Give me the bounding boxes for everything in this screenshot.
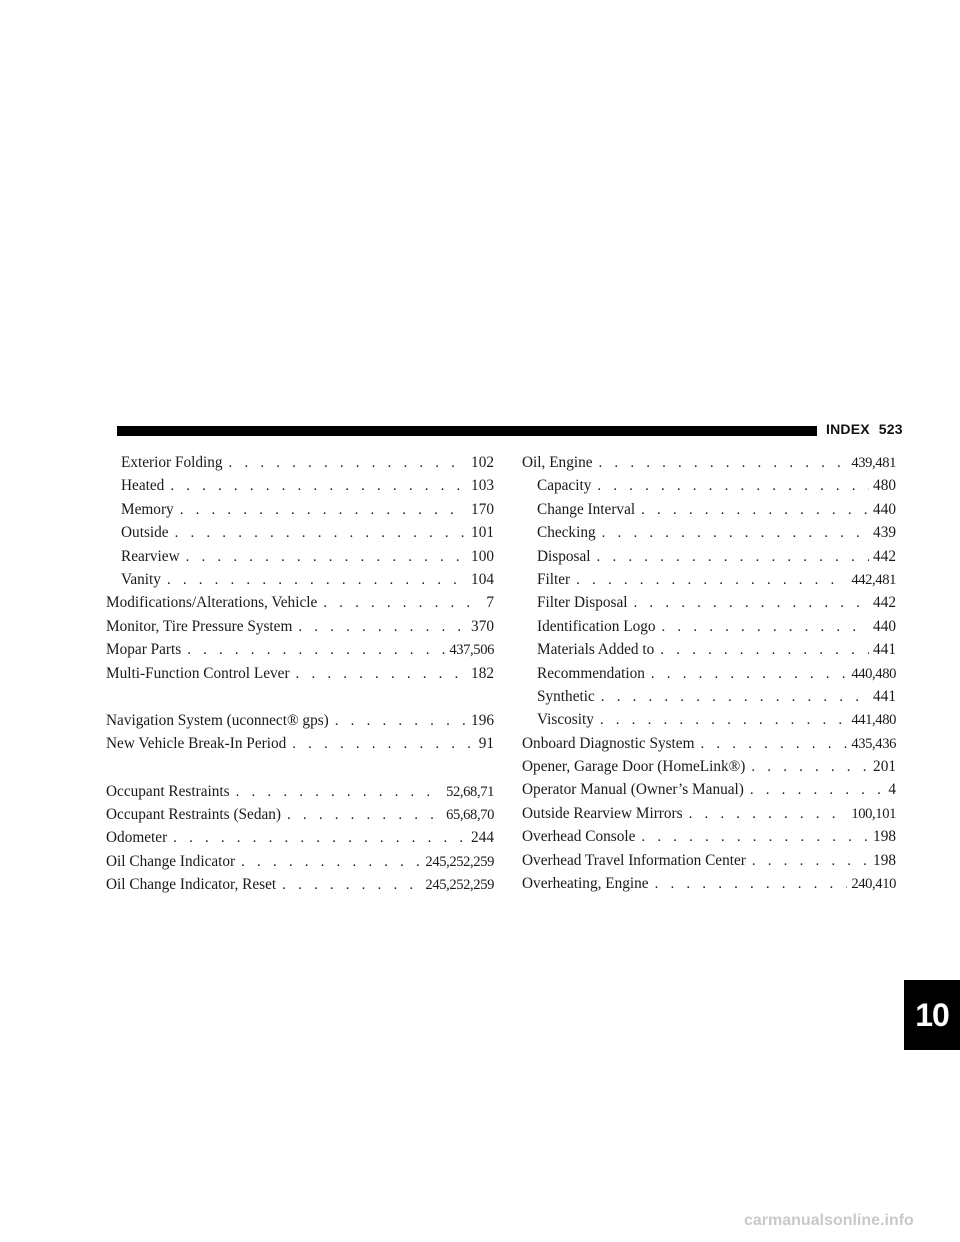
index-subentry xyxy=(106,451,494,474)
dot-leader xyxy=(750,779,884,802)
dot-leader xyxy=(701,733,848,756)
index-subentry xyxy=(522,591,896,614)
page-reference: 91 xyxy=(478,735,494,753)
header-rule xyxy=(117,426,817,436)
dot-leader xyxy=(689,803,848,826)
dot-leader xyxy=(296,663,468,686)
index-entry xyxy=(106,873,494,896)
index-subentry xyxy=(522,708,896,731)
page-reference: 441 xyxy=(873,687,896,705)
dot-leader xyxy=(323,592,482,615)
page-reference: 441 xyxy=(873,641,896,659)
index-subentry xyxy=(522,498,896,521)
index-term: Opener, Garage Door (HomeLink®) xyxy=(522,758,746,776)
index-entry xyxy=(522,778,896,801)
dot-leader xyxy=(173,827,467,850)
index-subentry xyxy=(522,568,896,591)
index-subentry xyxy=(106,474,494,497)
index-subentry xyxy=(522,521,896,544)
index-term: Synthetic xyxy=(537,687,595,705)
dot-leader xyxy=(597,475,869,498)
page-reference: 198 xyxy=(873,851,896,869)
page-reference: 102 xyxy=(471,454,494,471)
index-term: Overhead Travel Information Center xyxy=(522,851,746,869)
dot-leader xyxy=(282,874,421,897)
page-reference: 440 xyxy=(873,617,896,635)
page-reference: 101 xyxy=(471,524,494,542)
dot-leader xyxy=(601,686,869,709)
index-term: Monitor, Tire Pressure System xyxy=(106,617,293,635)
page-reference: 103 xyxy=(471,477,494,495)
index-term: Heated xyxy=(121,477,165,495)
dot-leader xyxy=(599,452,848,475)
dot-leader xyxy=(180,499,467,522)
page-reference: 245,252,259 xyxy=(425,853,494,870)
page-reference: 104 xyxy=(471,570,494,588)
index-entry xyxy=(106,615,494,638)
index-term: Odometer xyxy=(106,829,168,847)
page-reference: 437,506 xyxy=(449,642,494,659)
index-entry xyxy=(522,451,896,474)
dot-leader xyxy=(335,710,467,733)
index-term: Onboard Diagnostic System xyxy=(522,734,695,752)
index-subentry xyxy=(522,662,896,685)
dot-leader xyxy=(600,709,847,732)
index-entry xyxy=(106,591,494,614)
page-reference: 442 xyxy=(873,547,896,565)
index-term: Rearview xyxy=(121,547,180,565)
dot-leader xyxy=(655,873,848,896)
page-reference: 7 xyxy=(486,594,494,612)
page-reference: 182 xyxy=(471,664,494,682)
page-reference: 52,68,71 xyxy=(446,783,494,800)
page-reference: 240,410 xyxy=(851,876,896,893)
index-entry xyxy=(522,732,896,755)
index-term: Viscosity xyxy=(537,711,594,729)
index-term: Operator Manual (Owner’s Manual) xyxy=(522,781,744,799)
index-term: Vanity xyxy=(121,570,161,588)
page-reference: 370 xyxy=(471,617,494,635)
page-reference: 4 xyxy=(888,781,896,799)
index-term: Occupant Restraints xyxy=(106,782,230,800)
index-entry xyxy=(522,825,896,848)
index-entry xyxy=(106,709,494,732)
index-column-right xyxy=(522,451,896,895)
index-subentry xyxy=(522,638,896,661)
dot-leader xyxy=(660,639,869,662)
dot-leader xyxy=(751,756,869,779)
index-entry xyxy=(522,802,896,825)
page-reference: 100 xyxy=(471,547,494,565)
index-entry xyxy=(106,662,494,685)
index-term: Overheating, Engine xyxy=(522,875,649,893)
page-reference: 439 xyxy=(873,524,896,542)
index-entry xyxy=(522,872,896,895)
dot-leader xyxy=(241,851,421,874)
index-term: Checking xyxy=(537,524,596,542)
index-subentry xyxy=(522,615,896,638)
dot-leader xyxy=(167,569,467,592)
page-reference: 480 xyxy=(873,477,896,495)
index-entry xyxy=(106,826,494,849)
index-entry xyxy=(106,732,494,755)
index-term: Overhead Console xyxy=(522,828,636,846)
dot-leader xyxy=(175,522,467,545)
index-entry xyxy=(106,638,494,661)
index-entry xyxy=(106,850,494,873)
index-term: Change Interval xyxy=(537,500,636,518)
index-term: Multi-Function Control Lever xyxy=(106,664,290,682)
index-term: Memory xyxy=(121,500,174,518)
index-term: Materials Added to xyxy=(537,641,655,659)
dot-leader xyxy=(576,569,847,592)
index-subentry xyxy=(522,474,896,497)
index-term: Outside xyxy=(121,524,169,542)
page-reference: 65,68,70 xyxy=(446,807,494,824)
watermark: carmanualsonline.info xyxy=(744,1212,914,1229)
index-entry xyxy=(522,755,896,778)
dot-leader xyxy=(634,592,870,615)
index-subentry xyxy=(106,568,494,591)
page-reference: 244 xyxy=(471,829,494,847)
dot-leader xyxy=(229,452,468,475)
index-term: Capacity xyxy=(537,477,592,495)
chapter-tab: 10 xyxy=(904,980,960,1050)
page-reference: 440,480 xyxy=(851,665,896,682)
index-subentry xyxy=(522,685,896,708)
page-reference: 442 xyxy=(873,594,896,612)
page-reference: 440 xyxy=(873,500,896,518)
dot-leader xyxy=(236,781,442,804)
index-term: Outside Rearview Mirrors xyxy=(522,804,683,822)
index-term: Exterior Folding xyxy=(121,454,223,471)
index-term: Mopar Parts xyxy=(106,641,182,659)
dot-leader xyxy=(298,616,467,639)
dot-leader xyxy=(662,616,870,639)
dot-leader xyxy=(602,522,869,545)
index-subentry xyxy=(106,545,494,568)
dot-leader xyxy=(597,546,870,569)
page-reference: 100,101 xyxy=(851,805,896,822)
index-subentry xyxy=(106,498,494,521)
index-term: Disposal xyxy=(537,547,591,565)
page-reference: 196 xyxy=(471,711,494,729)
index-term: Navigation System (uconnect® gps) xyxy=(106,711,329,729)
index-entry xyxy=(522,849,896,872)
page-number: 523 xyxy=(878,421,903,437)
page-reference: 442,481 xyxy=(851,571,896,588)
dot-leader xyxy=(651,663,847,686)
index-term: Oil Change Indicator, Reset xyxy=(106,876,277,894)
index-subentry xyxy=(106,521,494,544)
index-term: New Vehicle Break-In Period xyxy=(106,735,287,753)
dot-leader xyxy=(187,639,445,662)
index-term: Filter Disposal xyxy=(537,594,628,612)
dot-leader xyxy=(186,546,467,569)
index-term: Identification Logo xyxy=(537,617,656,635)
running-header xyxy=(826,421,903,437)
dot-leader xyxy=(292,733,474,756)
index-column-left xyxy=(106,451,494,897)
page-reference: 439,481 xyxy=(851,455,896,471)
index-entry xyxy=(106,803,494,826)
page-reference: 245,252,259 xyxy=(425,877,494,894)
dot-leader xyxy=(170,475,467,498)
index-term: Occupant Restraints (Sedan) xyxy=(106,806,282,824)
page-reference: 170 xyxy=(471,500,494,518)
dot-leader xyxy=(752,850,869,873)
dot-leader xyxy=(641,499,869,522)
index-term: Oil, Engine xyxy=(522,454,593,471)
index-term: Oil Change Indicator xyxy=(106,852,236,870)
page-reference: 435,436 xyxy=(851,735,896,752)
index-subentry xyxy=(522,545,896,568)
page-reference: 441,480 xyxy=(851,712,896,729)
page-reference: 201 xyxy=(873,758,896,776)
dot-leader xyxy=(641,826,869,849)
index-term: Modifications/Alterations, Vehicle xyxy=(106,594,318,612)
index-entry xyxy=(106,780,494,803)
index-term: Recommendation xyxy=(537,664,645,682)
dot-leader xyxy=(287,804,442,827)
index-term: Filter xyxy=(537,570,571,588)
page-reference: 198 xyxy=(873,828,896,846)
section-title: INDEX xyxy=(826,421,870,437)
